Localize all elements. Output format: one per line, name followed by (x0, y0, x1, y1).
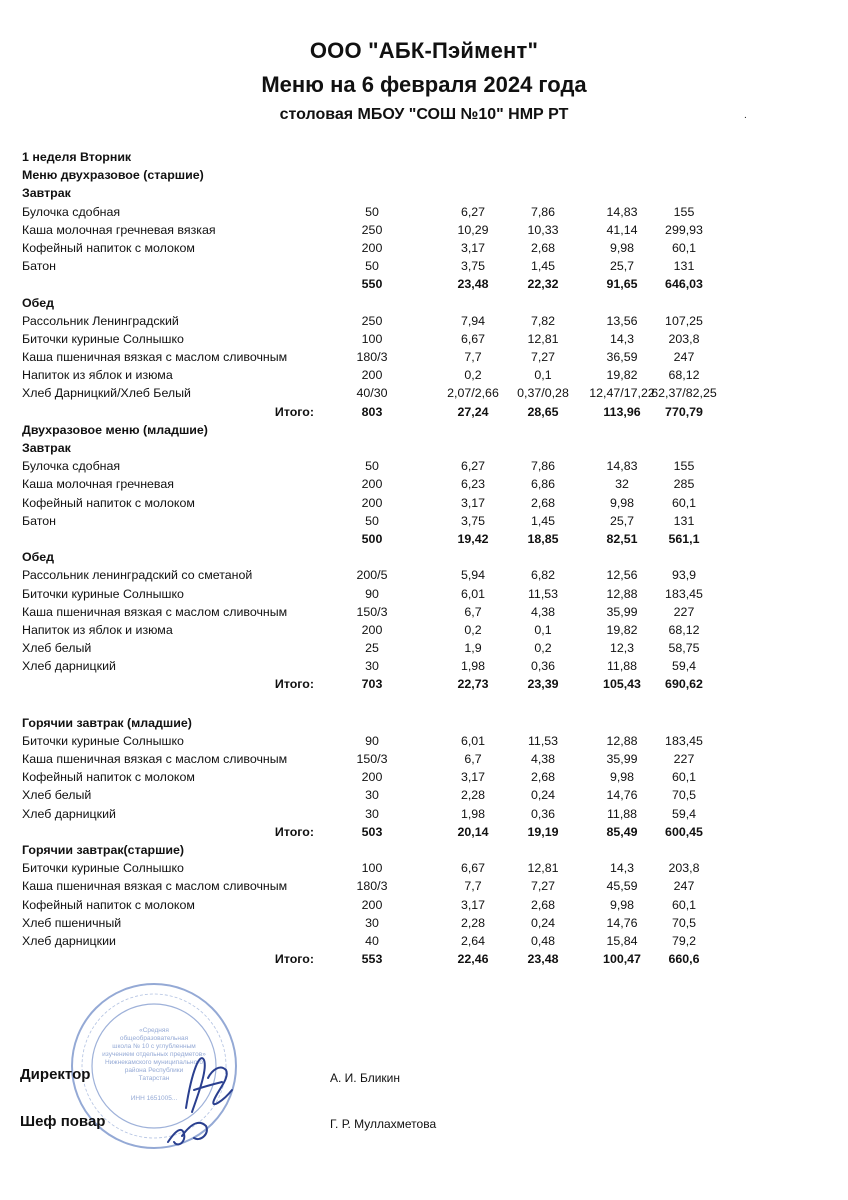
carbohydrates: 12,3 (609, 641, 635, 656)
calories: 247 (673, 879, 695, 894)
menu-item-row (22, 203, 822, 221)
carbohydrates: 113,96 (603, 404, 641, 419)
menu-table (22, 148, 822, 968)
dish-name: Батон (22, 259, 57, 274)
carbohydrates: 91,65 (606, 277, 638, 292)
proteins: 3,17 (460, 240, 486, 255)
fats: 22,32 (527, 277, 559, 292)
section-title: Горячии завтрак (младшие) (22, 715, 192, 730)
portion-weight: 550 (361, 277, 383, 292)
proteins: 6,67 (460, 861, 486, 876)
dish-name: Булочка сдобная (22, 459, 121, 474)
proteins: 0,2 (464, 622, 482, 637)
menu-item-row (22, 257, 822, 275)
total-row (22, 275, 822, 293)
fats: 11,53 (527, 586, 559, 601)
portion-weight: 200 (361, 897, 383, 912)
fats: 4,38 (530, 604, 556, 619)
section-heading (22, 148, 822, 166)
menu-item-row (22, 221, 822, 239)
calories: 770,79 (665, 404, 703, 419)
proteins: 27,24 (457, 404, 489, 419)
section-title: Меню двухразовое (старшие) (22, 168, 204, 183)
proteins: 6,7 (464, 604, 482, 619)
dish-name: Хлеб дарницкии (22, 933, 116, 948)
section-heading (22, 841, 822, 859)
fats: 0,24 (530, 788, 556, 803)
proteins: 0,2 (464, 368, 482, 383)
proteins: 3,75 (460, 259, 486, 274)
portion-weight: 180/3 (356, 879, 388, 894)
carbohydrates: 12,88 (606, 733, 638, 748)
portion-weight: 25 (365, 641, 379, 656)
carbohydrates: 14,83 (606, 204, 638, 219)
calories: 107,25 (665, 313, 703, 328)
proteins: 6,67 (460, 331, 486, 346)
proteins: 7,7 (464, 879, 482, 894)
fats: 2,68 (530, 897, 556, 912)
fats: 7,82 (530, 313, 556, 328)
section-heading (22, 421, 822, 439)
menu-item-row (22, 877, 822, 895)
calories: 690,62 (665, 677, 703, 692)
carbohydrates: 9,98 (609, 240, 635, 255)
fats: 0,48 (530, 933, 556, 948)
section-heading (22, 714, 822, 732)
menu-item-row (22, 932, 822, 950)
fats: 1,45 (530, 513, 556, 528)
menu-title: Меню на 6 февраля 2024 года (261, 72, 587, 97)
proteins: 3,17 (460, 495, 486, 510)
calories: 59,4 (671, 806, 697, 821)
calories: 70,5 (671, 915, 697, 930)
portion-weight: 30 (365, 788, 379, 803)
portion-weight: 553 (361, 952, 383, 967)
calories: 561,1 (668, 531, 700, 546)
total-row (22, 950, 822, 968)
portion-weight: 50 (365, 259, 379, 274)
proteins: 2,64 (460, 933, 486, 948)
dish-name: Биточки куриные Солнышко (22, 331, 184, 346)
portion-weight: 150/3 (356, 752, 388, 766)
menu-item-row (22, 639, 822, 657)
calories: 60,1 (671, 495, 697, 510)
dish-name: Каша молочная гречневая (22, 477, 174, 492)
portion-weight: 150/3 (356, 604, 388, 619)
calories: 79,2 (671, 933, 697, 948)
proteins: 2,07/2,66 (447, 386, 499, 401)
calories: 131 (673, 513, 695, 528)
dish-name: Хлеб белый (22, 641, 92, 656)
fats: 10,33 (527, 222, 559, 237)
portion-weight: 90 (365, 586, 379, 601)
dish-name: Биточки куриные Солнышко (22, 861, 184, 876)
calories: 93,9 (671, 568, 697, 583)
calories: 60,1 (671, 897, 697, 912)
calories: 646,03 (665, 277, 703, 292)
section-heading (22, 294, 822, 312)
dish-name: Каша пшеничная вязкая с маслом сливочным (22, 604, 288, 619)
fats: 0,1 (534, 622, 552, 637)
total-row (22, 403, 822, 421)
section-title: Обед (22, 550, 55, 565)
proteins: 3,17 (460, 897, 486, 912)
fats: 7,27 (530, 879, 556, 894)
spacer-row (22, 694, 822, 714)
dish-name: Напиток из яблок и изюма (22, 368, 173, 383)
calories: 68,12 (668, 622, 700, 637)
fats: 6,86 (530, 477, 556, 492)
dish-name: Каша пшеничная вязкая с маслом сливочным (22, 350, 288, 365)
fats: 0,2 (534, 641, 552, 656)
fats: 19,19 (527, 824, 559, 839)
total-label: Итого: (274, 404, 314, 419)
svg-text:района Республики: района Республики (124, 1067, 184, 1074)
proteins: 6,27 (460, 204, 486, 219)
calories: 299,93 (665, 222, 703, 237)
carbohydrates: 19,82 (606, 368, 638, 383)
portion-weight: 100 (361, 331, 383, 346)
menu-item-row (22, 566, 822, 584)
menu-item-row (22, 805, 822, 823)
menu-item-row (22, 657, 822, 675)
carbohydrates: 14,83 (606, 459, 638, 474)
menu-subtitle: столовая МБОУ "СОШ №10" НМР РТ (279, 106, 569, 123)
svg-text:общеобразовательная: общеобразовательная (119, 1035, 189, 1042)
portion-weight: 200/5 (356, 568, 388, 583)
section-title: Обед (22, 295, 55, 310)
calories: 600,45 (665, 824, 703, 839)
fats: 0,1 (534, 368, 552, 383)
portion-weight: 40/30 (356, 386, 388, 401)
calories: 285 (673, 477, 695, 492)
carbohydrates: 9,98 (609, 897, 635, 912)
portion-weight: 703 (361, 677, 383, 692)
carbohydrates: 19,82 (606, 622, 638, 637)
section-heading (22, 184, 822, 202)
dish-name: Кофейный напиток с молоком (22, 240, 195, 255)
proteins: 6,27 (460, 459, 486, 474)
carbohydrates: 45,59 (606, 879, 638, 894)
portion-weight: 250 (361, 222, 383, 237)
proteins: 1,98 (460, 659, 486, 674)
carbohydrates: 13,56 (606, 313, 638, 328)
section-heading (22, 548, 822, 566)
menu-item-row (22, 896, 822, 914)
menu-item-row (22, 239, 822, 257)
portion-weight: 200 (361, 477, 383, 492)
carbohydrates: 12,88 (606, 586, 638, 601)
carbohydrates: 14,76 (606, 788, 638, 803)
total-label: Итого: (274, 824, 314, 839)
menu-item-row (22, 384, 822, 402)
portion-weight: 200 (361, 770, 383, 785)
dish-name: Биточки куриные Солнышко (22, 733, 184, 748)
calories: 60,1 (671, 240, 697, 255)
menu-item-row (22, 330, 822, 348)
dish-name: Хлеб белый (22, 788, 92, 803)
carbohydrates: 14,76 (606, 915, 638, 930)
portion-weight: 180/3 (356, 350, 388, 365)
fats: 28,65 (527, 404, 559, 419)
carbohydrates: 15,84 (606, 933, 638, 948)
fats: 2,68 (530, 240, 556, 255)
director-label: Директор (20, 1066, 91, 1083)
dish-name: Кофейный напиток с молоком (22, 770, 195, 785)
carbohydrates: 32 (615, 477, 629, 492)
portion-weight: 200 (361, 495, 383, 510)
dish-name: Каша пшеничная вязкая с маслом сливочным (22, 879, 288, 894)
calories: 60,1 (671, 770, 697, 785)
carbohydrates: 9,98 (609, 770, 635, 785)
portion-weight: 40 (365, 933, 379, 948)
menu-item-row (22, 457, 822, 475)
calories: 183,45 (665, 586, 703, 601)
calories: 59,4 (671, 659, 697, 674)
fats: 18,85 (527, 531, 559, 546)
menu-item-row (22, 312, 822, 330)
fats: 23,39 (527, 677, 559, 692)
portion-weight: 200 (361, 622, 383, 637)
dish-name: Булочка сдобная (22, 204, 121, 219)
svg-text:изучением отдельных предметов»: изучением отдельных предметов» (102, 1051, 206, 1058)
proteins: 10,29 (457, 222, 489, 237)
total-row (22, 675, 822, 693)
proteins: 2,28 (460, 788, 486, 803)
fats: 4,38 (530, 752, 556, 766)
dish-name: Напиток из яблок и изюма (22, 622, 173, 637)
menu-item-row (22, 859, 822, 877)
dish-name: Каша пшеничная вязкая с маслом сливочным (22, 752, 288, 766)
menu-item-row (22, 512, 822, 530)
svg-text:Татарстан: Татарстан (138, 1075, 170, 1082)
chef-label: Шеф повар (20, 1113, 106, 1130)
fats: 0,36 (530, 659, 556, 674)
portion-weight: 30 (365, 659, 379, 674)
total-label: Итого: (274, 952, 314, 967)
menu-item-row (22, 750, 822, 768)
proteins: 7,94 (460, 313, 486, 328)
calories: 183,45 (665, 733, 703, 748)
carbohydrates: 25,7 (609, 259, 635, 274)
dish-name: Биточки куриные Солнышко (22, 586, 184, 601)
fats: 0,24 (530, 915, 556, 930)
proteins: 1,9 (464, 641, 482, 656)
portion-weight: 200 (361, 368, 383, 383)
proteins: 6,01 (460, 733, 486, 748)
portion-weight: 500 (361, 531, 383, 546)
carbohydrates: 11,88 (606, 659, 638, 674)
menu-item-row (22, 732, 822, 750)
carbohydrates: 100,47 (603, 952, 641, 967)
menu-item-row (22, 366, 822, 384)
svg-text:ИНН 1651005...: ИНН 1651005... (130, 1095, 178, 1102)
calories: 62,37/82,25 (651, 386, 717, 401)
fats: 11,53 (527, 733, 559, 748)
dish-name: Хлеб Дарницкий/Хлеб Белый (22, 386, 191, 401)
proteins: 6,01 (460, 586, 486, 601)
dish-name: Хлеб пшеничный (22, 915, 122, 930)
fats: 1,45 (530, 259, 556, 274)
fats: 0,37/0,28 (517, 386, 569, 401)
portion-weight: 250 (361, 313, 383, 328)
svg-text:школа № 10 с углубленным: школа № 10 с углубленным (112, 1043, 196, 1050)
proteins: 7,7 (464, 350, 482, 365)
calories: 227 (673, 604, 695, 619)
total-row (22, 530, 822, 548)
dish-name: Хлеб дарницкий (22, 806, 116, 821)
portion-weight: 503 (361, 824, 383, 839)
proteins: 6,7 (464, 752, 482, 766)
director-name: А. И. Бликин (330, 1071, 400, 1085)
portion-weight: 803 (361, 404, 383, 419)
fats: 7,86 (530, 204, 556, 219)
proteins: 5,94 (460, 568, 486, 583)
section-title: Двухразовое меню (младшие) (22, 422, 208, 437)
carbohydrates: 9,98 (609, 495, 635, 510)
fats: 23,48 (527, 952, 559, 967)
section-heading (22, 439, 822, 457)
section-title: Горячии завтрак(старшие) (22, 842, 185, 857)
calories: 203,8 (668, 861, 700, 876)
dish-name: Рассольник Ленинградский (22, 313, 179, 328)
menu-item-row (22, 475, 822, 493)
menu-item-row (22, 348, 822, 366)
dish-name: Хлеб дарницкий (22, 659, 116, 674)
total-row (22, 823, 822, 841)
carbohydrates: 105,43 (603, 677, 641, 692)
section-title: Завтрак (22, 441, 71, 455)
fats: 6,82 (530, 568, 556, 583)
calories: 227 (673, 752, 695, 766)
portion-weight: 50 (365, 204, 379, 219)
menu-item-row (22, 768, 822, 786)
portion-weight: 100 (361, 861, 383, 876)
menu-item-row (22, 494, 822, 512)
carbohydrates: 11,88 (606, 806, 638, 821)
total-label: Итого: (274, 677, 314, 692)
fats: 2,68 (530, 495, 556, 510)
proteins: 2,28 (460, 915, 486, 930)
fats: 2,68 (530, 770, 556, 785)
carbohydrates: 35,99 (606, 604, 638, 619)
dish-name: Батон (22, 513, 57, 528)
chef-name: Г. Р. Муллахметова (330, 1117, 437, 1131)
portion-weight: 30 (365, 915, 379, 930)
calories: 155 (673, 459, 695, 474)
calories: 155 (673, 204, 695, 219)
carbohydrates: 82,51 (606, 531, 638, 546)
section-title: Завтрак (22, 186, 71, 201)
calories: 70,5 (671, 788, 697, 803)
proteins: 6,23 (460, 477, 486, 492)
fats: 0,36 (530, 806, 556, 821)
menu-item-row (22, 603, 822, 621)
carbohydrates: 36,59 (606, 350, 638, 365)
proteins: 22,73 (457, 677, 489, 692)
calories: 660,6 (668, 952, 700, 967)
carbohydrates: 85,49 (606, 824, 638, 839)
fats: 12,81 (527, 331, 559, 346)
proteins: 3,17 (460, 770, 486, 785)
proteins: 20,14 (457, 824, 489, 839)
portion-weight: 50 (365, 459, 379, 474)
menu-item-row (22, 585, 822, 603)
proteins: 23,48 (457, 277, 489, 292)
calories: 68,12 (668, 368, 700, 383)
portion-weight: 200 (361, 240, 383, 255)
fats: 7,86 (530, 459, 556, 474)
proteins: 1,98 (460, 806, 486, 821)
proteins: 22,46 (457, 952, 489, 967)
menu-item-row (22, 621, 822, 639)
calories: 131 (673, 259, 695, 274)
portion-weight: 90 (365, 733, 379, 748)
svg-text:Нижнекамского муниципального: Нижнекамского муниципального (104, 1059, 204, 1066)
carbohydrates: 35,99 (606, 752, 638, 766)
proteins: 3,75 (460, 513, 486, 528)
portion-weight: 30 (365, 806, 379, 821)
dish-name: Кофейный напиток с молоком (22, 495, 195, 510)
carbohydrates: 41,14 (606, 222, 638, 237)
carbohydrates: 25,7 (609, 513, 635, 528)
calories: 247 (673, 350, 695, 365)
calories: 203,8 (668, 331, 700, 346)
handwritten-signature (148, 1030, 248, 1150)
section-heading (22, 166, 822, 184)
dish-name: Рассольник ленинградский со сметаной (22, 568, 253, 583)
proteins: 19,42 (457, 531, 489, 546)
svg-text:«Средняя: «Средняя (139, 1027, 169, 1034)
menu-item-row (22, 786, 822, 804)
fats: 12,81 (527, 861, 559, 876)
carbohydrates: 14,3 (609, 331, 635, 346)
section-title: 1 неделя Вторник (22, 150, 132, 164)
portion-weight: 50 (365, 513, 379, 528)
carbohydrates: 12,56 (606, 568, 638, 583)
dish-name: Каша молочная гречневая вязкая (22, 222, 216, 237)
company-name: ООО "АБК-Пэймент" (309, 38, 539, 63)
menu-item-row (22, 914, 822, 932)
stray-mark: . (744, 110, 747, 121)
carbohydrates: 12,47/17,22 (589, 386, 655, 401)
dish-name: Кофейный напиток с молоком (22, 897, 195, 912)
fats: 7,27 (530, 350, 556, 365)
carbohydrates: 14,3 (609, 861, 635, 876)
calories: 58,75 (668, 641, 700, 656)
